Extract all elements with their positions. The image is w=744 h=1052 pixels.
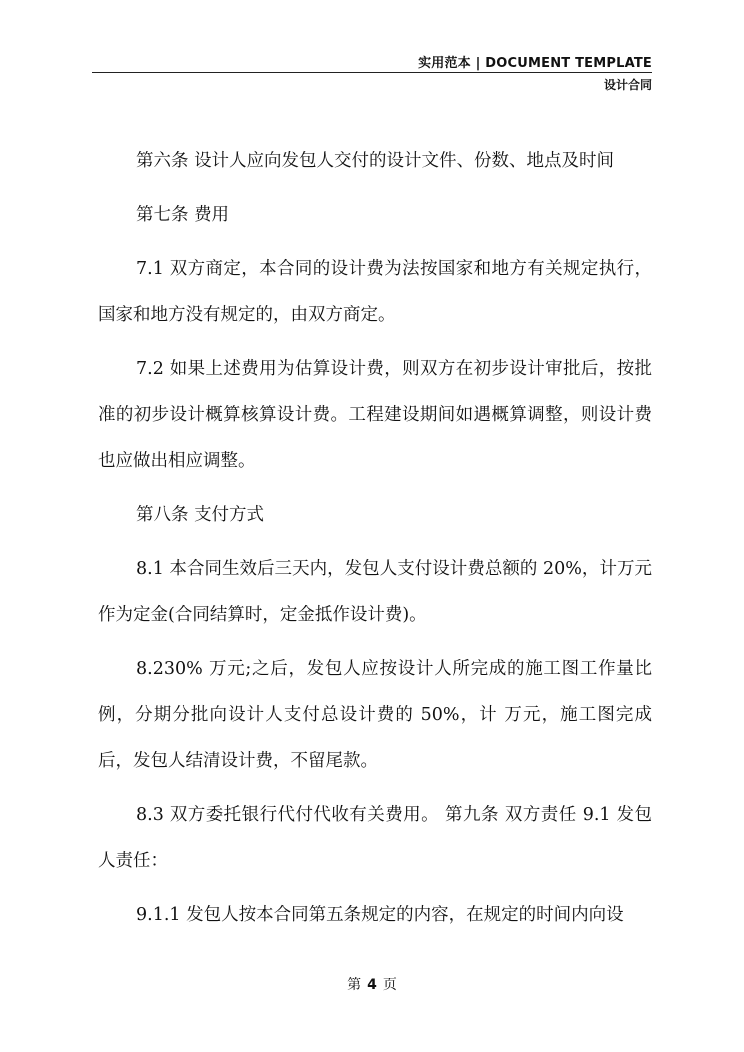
document-body [98, 138, 652, 946]
header-divider [92, 72, 652, 73]
paragraph-article-7: 第七条 费用 [136, 205, 230, 225]
header-title: 实用范本 | DOCUMENT TEMPLATE [418, 56, 652, 71]
footer-suffix: 页 [382, 977, 397, 993]
paragraph-9-1-1: 9.1.1 发包人按本合同第五条规定的内容，在规定的时间内向设 [136, 905, 624, 925]
footer-prefix: 第 [347, 977, 362, 993]
paragraph-7-1: 7.1 双方商定，本合同的设计费为法按国家和地方有关规定执行，国家和地方没有规定的，由双方商定。 [98, 259, 652, 325]
page-number: 4 [367, 977, 377, 993]
header-subtitle: 设计合同 [603, 78, 652, 92]
page-footer [0, 974, 744, 994]
paragraph-8-3: 8.3 双方委托银行代付代收有关费用。 第九条 双方责任 9.1 发包人责任： [98, 805, 652, 871]
paragraph-7-2: 7.2 如果上述费用为估算设计费，则双方在初步设计审批后，按批准的初步设计概算核算设计费。工程建设期间如遇概算调整，则设计费也应做出相应调整。 [98, 359, 652, 471]
paragraph-article-8: 第八条 支付方式 [136, 505, 265, 525]
paragraph-8-2: 8.230% 万元;之后，发包人应按设计人所完成的施工图工作量比例，分期分批向设计人支付总设计费的 50%，计 万元，施工图完成后，发包人结清设计费，不留尾款。 [98, 659, 652, 771]
paragraph-8-1: 8.1 本合同生效后三天内，发包人支付设计费总额的 20%，计万元作为定金(合同结算时，定金抵作设计费)。 [98, 559, 652, 625]
paragraph-article-6: 第六条 设计人应向发包人交付的设计文件、份数、地点及时间 [136, 151, 615, 171]
